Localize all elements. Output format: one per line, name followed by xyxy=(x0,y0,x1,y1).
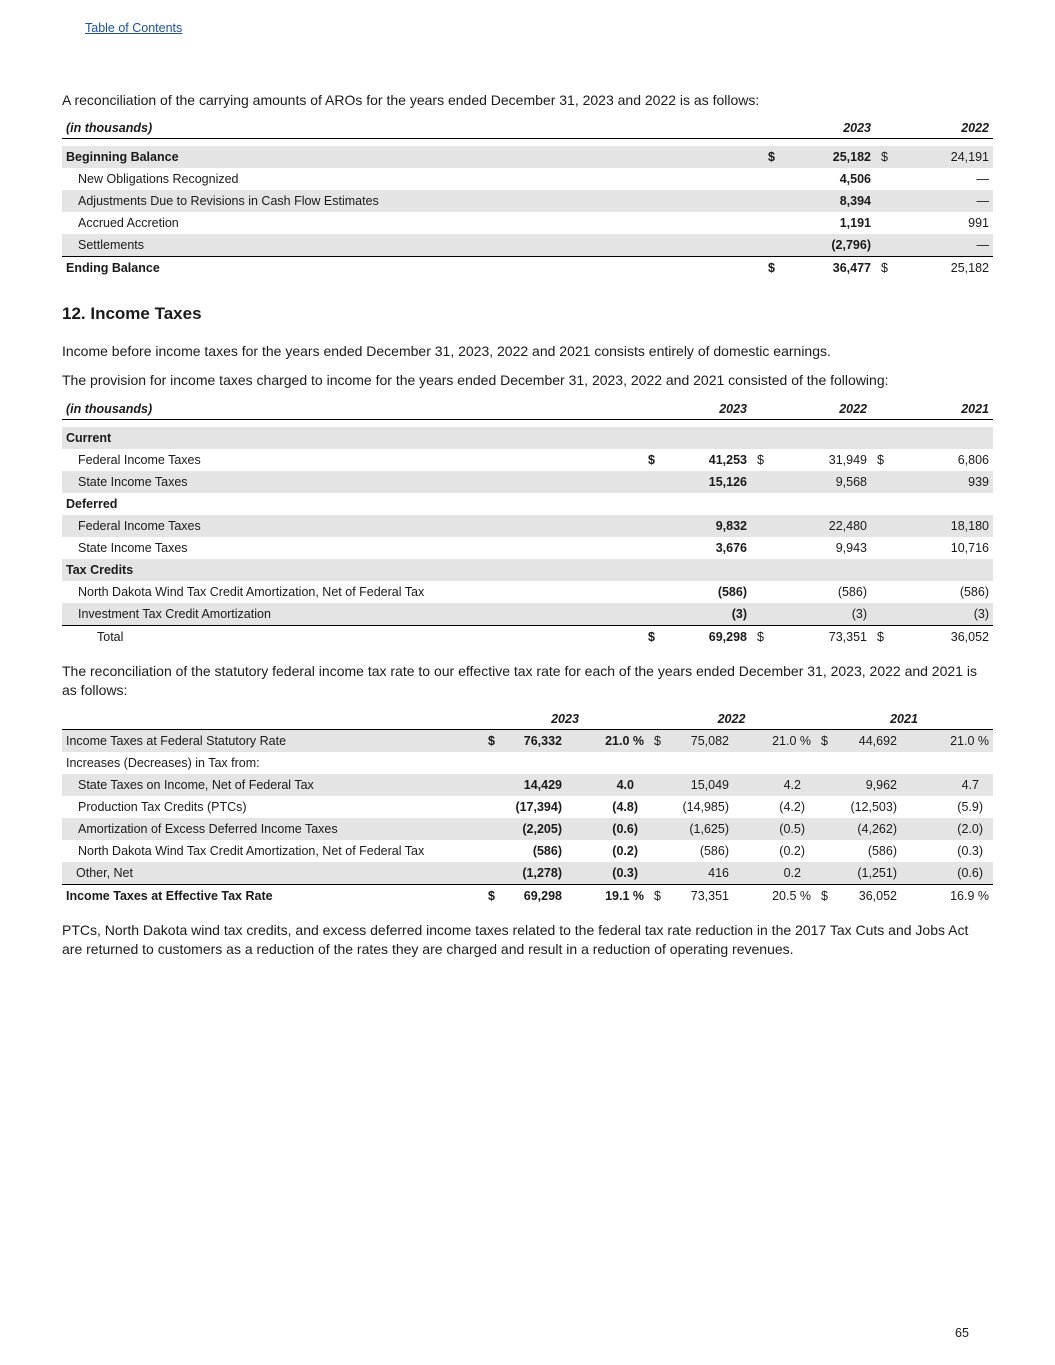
rate-2022: 20.5 % xyxy=(733,885,815,908)
row-label: North Dakota Wind Tax Credit Amortization, Net of Federal Tax xyxy=(78,585,425,599)
rate-2022: (0.5) xyxy=(733,818,815,840)
value-2021: 36,052 xyxy=(891,626,993,649)
dollar-sign: $ xyxy=(648,730,668,753)
rate-2021: (0.3) xyxy=(957,844,983,858)
rate-col-2021: 2021 xyxy=(815,709,993,730)
value-2023: 15,126 xyxy=(660,471,751,493)
table-row xyxy=(62,818,993,840)
rate-2022: 4.2 xyxy=(733,774,815,796)
amount-2021: (12,503) xyxy=(850,800,897,814)
row-label: Amortization of Excess Deferred Income Taxes xyxy=(62,818,482,840)
dollar-sign: $ xyxy=(875,257,895,280)
value-2022: — xyxy=(895,190,993,212)
rate-2021: (5.9) xyxy=(957,800,983,814)
rate-2023: 21.0 % xyxy=(566,730,648,753)
row-label: New Obligations Recognized xyxy=(78,172,239,186)
amount-2023: (2,205) xyxy=(500,818,566,840)
value-2021: 18,180 xyxy=(891,515,993,537)
amount-2022: (1,625) xyxy=(668,818,733,840)
amount-2023: 69,298 xyxy=(500,885,566,908)
row-label: State Income Taxes xyxy=(62,471,642,493)
value-2021: 6,806 xyxy=(957,453,989,467)
rate-reconciliation-table xyxy=(62,709,993,907)
table-row xyxy=(62,471,993,493)
value-2023: 9,832 xyxy=(660,515,751,537)
row-label: Adjustments Due to Revisions in Cash Flow Estimates xyxy=(62,190,762,212)
amount-2023: (1,278) xyxy=(500,862,566,885)
value-2022: 991 xyxy=(968,216,989,230)
table-row xyxy=(62,752,993,774)
table-row xyxy=(62,427,993,449)
value-2023: 3,676 xyxy=(715,541,747,555)
rate-2023: (4.8) xyxy=(612,800,638,814)
table-row xyxy=(62,626,993,649)
page-number: 65 xyxy=(955,1326,969,1340)
amount-2023: (586) xyxy=(532,844,562,858)
row-label: State Income Taxes xyxy=(78,541,188,555)
value-2023: 8,394 xyxy=(780,190,875,212)
value-2023: 1,191 xyxy=(839,216,871,230)
row-label: Beginning Balance xyxy=(62,146,762,168)
group-label: Tax Credits xyxy=(62,559,642,581)
table-row xyxy=(62,257,993,280)
rate-2023: 19.1 % xyxy=(566,885,648,908)
table-row xyxy=(62,537,993,559)
amount-2022: 15,049 xyxy=(668,774,733,796)
rate-2023: (0.3) xyxy=(566,862,648,885)
row-label: Other, Net xyxy=(62,862,482,885)
amount-2022: 416 xyxy=(668,862,733,885)
rate-2022: 0.2 xyxy=(733,862,815,885)
value-2022: 9,943 xyxy=(835,541,867,555)
row-label: Increases (Decreases) in Tax from: xyxy=(66,756,260,770)
amount-2022: (586) xyxy=(699,844,729,858)
amount-2021: 9,962 xyxy=(835,774,901,796)
aro-intro: A reconciliation of the carrying amounts of AROs for the years ended December 31, 2023 and 2022 is as follows: xyxy=(62,92,760,108)
table-row xyxy=(62,493,993,515)
amount-2021: (1,251) xyxy=(835,862,901,885)
rate-2023: (0.6) xyxy=(566,818,648,840)
dollar-sign: $ xyxy=(751,626,771,649)
value-2022: 9,568 xyxy=(771,471,871,493)
rate-2021: 21.0 % xyxy=(901,730,993,753)
table-row xyxy=(62,581,993,603)
dollar-sign: $ xyxy=(875,146,895,168)
rate-2021: 16.9 % xyxy=(901,885,993,908)
row-label: Federal Income Taxes xyxy=(78,453,201,467)
value-2023: 36,477 xyxy=(780,257,875,280)
amount-2022: 73,351 xyxy=(668,885,733,908)
table-row xyxy=(62,840,993,862)
rate-col-2023: 2023 xyxy=(482,709,648,730)
amount-2021: 36,052 xyxy=(835,885,901,908)
table-row xyxy=(62,603,993,626)
value-2022: (3) xyxy=(771,603,871,626)
amount-2022: 75,082 xyxy=(668,730,733,753)
provision-units-label: (in thousands) xyxy=(62,399,642,420)
table-row xyxy=(62,234,993,257)
value-2021: 10,716 xyxy=(950,541,989,555)
provision-col-2023: 2023 xyxy=(660,399,751,420)
dollar-sign: $ xyxy=(482,885,500,908)
aro-col-2022: 2022 xyxy=(895,118,993,139)
group-label: Current xyxy=(62,427,642,449)
income-taxes-para-2: The provision for income taxes charged to income for the years ended December 31, 2023, 2022 and 2021 consisted of the following: xyxy=(62,372,889,388)
amount-2022: (14,985) xyxy=(682,800,729,814)
row-label: Income Taxes at Effective Tax Rate xyxy=(62,885,482,908)
value-2023: 41,253 xyxy=(708,453,747,467)
row-label: Federal Income Taxes xyxy=(62,515,642,537)
value-2023: 69,298 xyxy=(660,626,751,649)
dollar-sign: $ xyxy=(871,626,891,649)
provision-header-row xyxy=(62,399,993,420)
value-2023: (586) xyxy=(717,585,747,599)
rate-col-2022: 2022 xyxy=(648,709,815,730)
rate-2022: 21.0 % xyxy=(733,730,815,753)
dollar-sign: $ xyxy=(757,453,764,467)
value-2021: (586) xyxy=(959,585,989,599)
value-2023: 25,182 xyxy=(780,146,875,168)
amount-2023: 76,332 xyxy=(500,730,566,753)
table-row xyxy=(62,190,993,212)
table-row xyxy=(62,774,993,796)
table-row xyxy=(62,885,993,908)
amount-2021: 44,692 xyxy=(835,730,901,753)
table-row xyxy=(62,449,993,471)
section-heading: 12. Income Taxes xyxy=(62,304,202,323)
table-row xyxy=(62,559,993,581)
row-label: Total xyxy=(62,626,642,649)
row-label: Investment Tax Credit Amortization xyxy=(62,603,642,626)
provision-col-2022: 2022 xyxy=(771,399,871,420)
rate-2023: (0.2) xyxy=(612,844,638,858)
value-2022: 31,949 xyxy=(828,453,867,467)
rate-2021: 4.7 xyxy=(901,774,993,796)
aro-col-2023: 2023 xyxy=(780,118,875,139)
value-2022: — xyxy=(976,172,989,186)
dollar-sign: $ xyxy=(482,730,500,753)
table-row xyxy=(62,212,993,234)
value-2022: 24,191 xyxy=(895,146,993,168)
provision-col-2021: 2021 xyxy=(891,399,993,420)
rate-2023: 4.0 xyxy=(566,774,648,796)
income-taxes-para-1: Income before income taxes for the years ended December 31, 2023, 2022 and 2021 consists entirely of domestic earnings. xyxy=(62,343,831,359)
row-label: North Dakota Wind Tax Credit Amortization, Net of Federal Tax xyxy=(78,844,425,858)
dollar-sign: $ xyxy=(648,885,668,908)
rate-2021: (2.0) xyxy=(901,818,993,840)
table-row xyxy=(62,862,993,885)
row-label: Ending Balance xyxy=(62,257,762,280)
table-row xyxy=(62,730,993,753)
aro-header-row xyxy=(62,118,993,139)
dollar-sign: $ xyxy=(877,453,884,467)
value-2023: 4,506 xyxy=(839,172,871,186)
dollar-sign: $ xyxy=(648,453,655,467)
amount-2023: (17,394) xyxy=(515,800,562,814)
row-label: Production Tax Credits (PTCs) xyxy=(78,800,247,814)
rate-2022: (0.2) xyxy=(779,844,805,858)
amount-2023: 14,429 xyxy=(500,774,566,796)
dollar-sign: $ xyxy=(762,146,780,168)
value-2021: (3) xyxy=(891,603,993,626)
value-2022: 25,182 xyxy=(895,257,993,280)
rate-header-row xyxy=(62,709,993,730)
value-2023: (2,796) xyxy=(780,234,875,257)
row-label: Accrued Accretion xyxy=(78,216,179,230)
rate-reconciliation-note: PTCs, North Dakota wind tax credits, and excess deferred income taxes related to the federal tax rate reduction in the 2017 Tax Cuts and Jobs Act are returned to customers as a reduction of the rates they are charged and result in a reduction of operating revenues. xyxy=(62,922,969,957)
rate-2022: (4.2) xyxy=(779,800,805,814)
value-2022: (586) xyxy=(837,585,867,599)
table-row xyxy=(62,168,993,190)
amount-2021: (586) xyxy=(867,844,897,858)
group-label: Deferred xyxy=(66,497,118,511)
rate-2021: (0.6) xyxy=(901,862,993,885)
value-2022: 22,480 xyxy=(771,515,871,537)
dollar-sign: $ xyxy=(815,885,835,908)
row-label: Settlements xyxy=(62,234,762,257)
aro-units-label: (in thousands) xyxy=(62,118,762,139)
row-label: State Taxes on Income, Net of Federal Tax xyxy=(62,774,482,796)
amount-2021: (4,262) xyxy=(835,818,901,840)
dollar-sign: $ xyxy=(642,626,660,649)
value-2022: — xyxy=(895,234,993,257)
value-2022: 73,351 xyxy=(771,626,871,649)
provision-table xyxy=(62,399,993,648)
dollar-sign: $ xyxy=(815,730,835,753)
value-2023: (3) xyxy=(660,603,751,626)
aro-table xyxy=(62,118,993,279)
table-row xyxy=(62,146,993,168)
table-row xyxy=(62,796,993,818)
table-of-contents-link[interactable]: Table of Contents xyxy=(85,21,183,35)
rate-reconciliation-intro: The reconciliation of the statutory federal income tax rate to our effective tax rate for each of the years ended December 31, 2023, 2022 and 2021 is as follows: xyxy=(62,663,977,698)
value-2021: 939 xyxy=(891,471,993,493)
row-label: Income Taxes at Federal Statutory Rate xyxy=(62,730,482,753)
table-row xyxy=(62,515,993,537)
dollar-sign: $ xyxy=(762,257,780,280)
